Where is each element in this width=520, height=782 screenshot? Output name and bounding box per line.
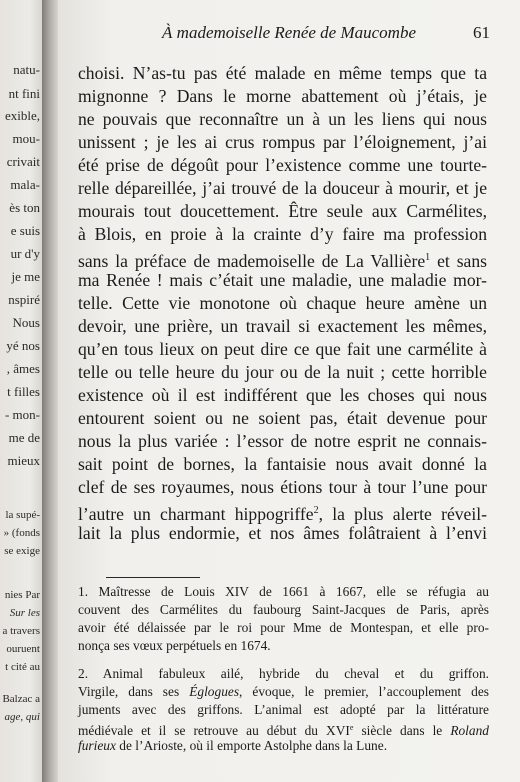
facing-page-fragment: ur d'y: [10, 246, 40, 261]
body-line: ma Renée ! mais c’était une maladie, une maladie mor-: [78, 270, 487, 290]
body-line-tail: , la plus alerte réveil-: [318, 504, 487, 524]
footnote-text: de l’Arioste, où il emporte Astolphe dans la Lune.: [115, 738, 388, 753]
footnote-2-line: [78, 737, 489, 755]
facing-page-fragment: mou-: [12, 131, 40, 146]
facing-page-fragment: a travers: [2, 625, 40, 637]
body-line: été prise de dégoût pour l’existence comme une tourte-: [78, 155, 487, 175]
facing-page-fragment: ès ton: [9, 200, 40, 215]
book-page: [58, 0, 520, 782]
facing-page-fragment: Nous: [12, 315, 40, 330]
body-line: sait point de bornes, la fantaisie nous avait donné la: [78, 454, 487, 474]
facing-page-edge: [0, 0, 42, 782]
page-number: 61: [473, 23, 490, 42]
facing-page-fragment: nt fini: [8, 86, 40, 101]
footnote-2-line: [78, 683, 489, 701]
facing-page-fragment: - mon-: [4, 407, 40, 422]
body-line: entourent soient ou ne soient pas, était devenue pour: [78, 408, 487, 428]
facing-page-fragment: Sur les: [9, 607, 40, 619]
body-line: lait la plus endormie, et nos âmes folâtraient à l’envi: [78, 523, 487, 543]
facing-page-fragment: mala-: [10, 177, 40, 192]
footnote-1-line: avoir été délaissée par le roi pour Mme de Montespan, et elle pro-: [78, 620, 489, 635]
footnote-text: siècle dans le: [353, 723, 451, 738]
footnote-text: Virgile, dans ses: [78, 684, 190, 699]
facing-page-fragment: , âmes: [6, 361, 40, 376]
facing-page-fragment: exible,: [4, 108, 40, 123]
facing-page-fragment: je me: [11, 269, 40, 284]
body-line: ne pouvais que reconnaître un à un les liens qui nous: [78, 109, 487, 129]
facing-page-fragment: la supé-: [5, 509, 40, 521]
footnote-title: Églogues: [189, 684, 240, 699]
footnote-ref-2: 2: [313, 505, 319, 516]
facing-page-fragment: » (fonds: [3, 527, 40, 539]
body-line: relle dépareillée, j’ai trouvé de la douceur à mourir, et je: [78, 178, 487, 198]
body-line: existence où il est indifférent que les choses qui nous: [78, 385, 487, 405]
facing-page-fragment: mieux: [7, 453, 40, 468]
century-superscript: e: [349, 723, 354, 732]
body-line: clef de ses royaumes, nous étions tour à tour l’une pour: [78, 477, 487, 497]
facing-page-fragment: t cité au: [5, 661, 40, 673]
running-head: [58, 22, 498, 44]
body-line: unissent ; je les ai crus rompus par l’éloignement, j’ai: [78, 132, 487, 152]
facing-page-fragment: nspiré: [8, 292, 40, 307]
facing-page-fragment: natu-: [13, 62, 40, 77]
body-line-tail: et sans: [430, 251, 487, 271]
facing-page-fragment: age, qui: [4, 711, 40, 723]
facing-page-fragment: e suis: [10, 223, 40, 238]
body-line-text: sans la préface de mademoiselle de La Vallière: [78, 251, 426, 271]
body-line: telle. Cette vie monotone où chaque heure amène un: [78, 293, 487, 313]
body-line: qu’en tous lieux on peut dire ce que fait une carmélite à: [78, 339, 487, 359]
footnote-text: médiévale et il se retrouve au début du XVI: [78, 723, 350, 738]
footnote-1-line: nonça ses vœux perpétuels en 1674.: [78, 638, 271, 653]
facing-page-fragment: crivait: [6, 154, 40, 169]
footnote-2-line: 2. Animal fabuleux ailé, hybride du cheval et du griffon.: [78, 666, 489, 681]
body-line: devoir, une prière, un travail si exactement les mêmes,: [78, 316, 487, 336]
facing-page-fragment: ouruent: [6, 643, 40, 655]
facing-page-fragment: yé nos: [6, 338, 40, 353]
body-line-text: l’autre un charmant hippogriffe: [78, 504, 314, 524]
facing-page-fragment: Balzac a: [2, 693, 40, 705]
body-line: à Blois, en proie à la crainte d’y faire ma profession: [78, 224, 487, 244]
footnote-ref-1: 1: [425, 252, 431, 263]
footnote-separator: [106, 577, 200, 578]
body-line: nous la plus variée : l’essor de notre esprit ne connais-: [78, 431, 487, 451]
footnote-1-line: couvent des Carmélites du faubourg Saint-Jacques de Paris, après: [78, 602, 489, 617]
body-line: choisi. N’as-tu pas été malade en même temps que ta: [78, 63, 487, 83]
footnote-text: , évoque, le premier, l’accouplement des: [239, 684, 489, 699]
footnote-title: Roland: [450, 723, 489, 738]
facing-page-fragment: t filles: [7, 384, 40, 399]
footnote-title: furieux: [78, 738, 116, 753]
facing-page-fragment: nies Par: [4, 589, 40, 601]
body-line: mourais tout doucettement. Être seule aux Carmélites,: [78, 201, 487, 221]
footnote-2-line: juments avec des griffons. L’animal est adopté par la littérature: [78, 702, 489, 717]
body-line: telle ou telle heure du jour ou de la nuit ; cette horrible: [78, 362, 487, 382]
facing-page-fragment: me de: [8, 430, 40, 445]
book-gutter: [42, 0, 58, 782]
facing-page-fragment: se exige: [4, 545, 40, 557]
footnote-1-line: 1. Maîtresse de Louis XIV de 1661 à 1667, elle se réfugia au: [78, 584, 489, 599]
running-title: À mademoiselle Renée de Maucombe: [162, 23, 416, 42]
body-line: mignonne ? Dans le morne abattement où j’étais, je: [78, 86, 487, 106]
